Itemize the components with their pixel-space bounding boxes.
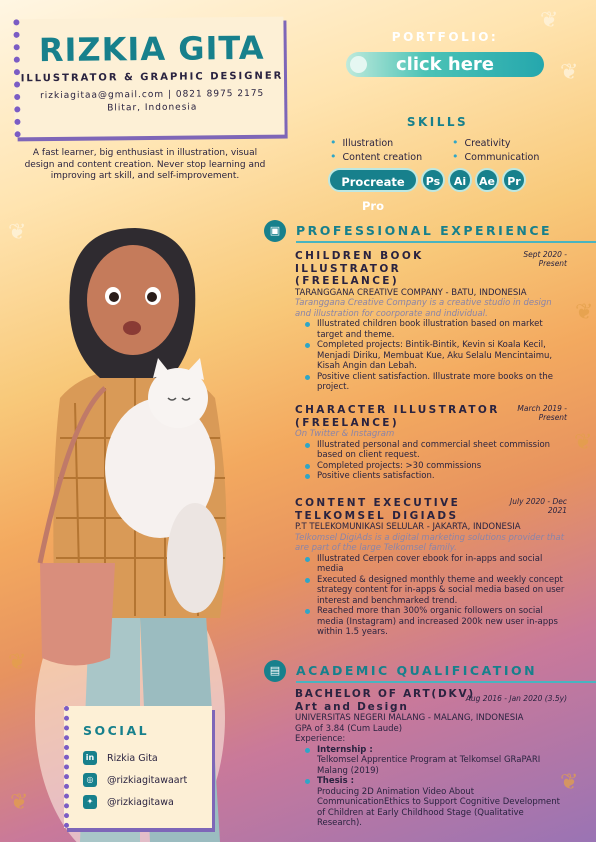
divider (296, 241, 596, 243)
page-title: RIZKIA GITA (38, 28, 265, 70)
job-entry (295, 250, 567, 393)
leaf-decoration: ❦ (10, 790, 29, 815)
tool-badge-ai: Ai (448, 168, 472, 192)
job-title: CHARACTER ILLUSTRATOR (FREELANCE) (295, 404, 500, 429)
gpa: GPA of 3.84 (Cum Laude) (295, 723, 403, 734)
education-entry (295, 688, 567, 829)
list-item: Illustrated Cerpen cover ebook for in-apps and social media (305, 554, 567, 575)
social-label: Rizkia Gita (107, 752, 158, 764)
education-date: Aug 2016 - Jan 2020 (3.5y) (465, 694, 567, 703)
job-company: P.T TELEKOMUNIKASI SELULAR - JAKARTA, INDONESIA (295, 522, 521, 532)
briefcase-icon: ▣ (264, 220, 286, 242)
leaf-decoration: ❦ (574, 430, 593, 455)
leaf-decoration: ❦ (560, 60, 579, 85)
list-item: Illustrated children book illustration based on market target and theme. (305, 319, 567, 340)
degree: BACHELOR OF ART(DKV) (295, 688, 476, 700)
leaf-decoration: ❦ (8, 650, 27, 675)
list-item: Completed projects: >30 commissions (305, 461, 567, 472)
tool-badge-ps: Ps (421, 168, 445, 192)
button-dot-icon (350, 56, 367, 73)
job-points (305, 440, 567, 482)
thesis-text: Producing 2D Animation Video About CommunicationEthics to Support Cognitive Development of Children at Early Childhood Stage (Qualitative Research). (317, 786, 560, 828)
job-title: CONTENT EXECUTIVE TELKOMSEL DIGIADS (295, 497, 461, 522)
portfolio-button-label: click here (395, 54, 495, 75)
social-card (64, 706, 212, 828)
portfolio-title: PORTFOLIO: (391, 30, 499, 44)
job-date: July 2020 - Dec 2021 (510, 497, 567, 515)
list-item: Reached more than 300% organic followers on social media (Instagram) and increased 200k new user in-apps within 1.5 years. (305, 606, 567, 638)
job-points (305, 319, 567, 393)
list-item: Completed projects: Bintik-Bintik, Kevin si Koala Kecil, Menjadi Diriku, Membuat Kue, Aku Selalu Mencintaimu, Kisah Angin dan Lebah. (305, 340, 567, 372)
major: Art and Design (295, 700, 409, 713)
list-item: Positive client satisfaction. Illustrate more books on the project. (305, 372, 567, 393)
twitter-icon: ✦ (83, 795, 97, 809)
social-link-twitter[interactable] (83, 794, 174, 810)
social-label: @rizkiagitawaart (107, 774, 188, 786)
internship-text: Telkomsel Apprentice Program at Telkomsel GRaPARI Malang (2019) (317, 755, 541, 776)
social-link-linkedin[interactable] (83, 750, 158, 766)
leaf-decoration: ❦ (560, 770, 579, 795)
skills-list (330, 136, 560, 163)
social-title: SOCIAL (83, 723, 150, 738)
skill-item: • Communication (452, 150, 560, 163)
job-date: March 2019 - Present (517, 404, 567, 422)
divider (296, 681, 596, 683)
list-item (305, 776, 567, 829)
experience-section-header (262, 220, 596, 244)
job-description: Telkomsel DigiAds is a digital marketing solutions provider that are part of the large Telkomsel family. (295, 532, 565, 553)
list-item: Illustrated personal and commercial sheet commission based on client request. (305, 440, 567, 461)
social-link-instagram[interactable] (83, 772, 187, 788)
job-points (305, 554, 567, 638)
contact-line: rizkiagitaa@gmail.com | 0821 8975 2175 (40, 88, 265, 102)
instagram-icon: ◎ (83, 773, 97, 787)
education-section-header (262, 660, 596, 684)
header-card (13, 17, 284, 138)
thesis-label: Thesis : (317, 776, 355, 786)
skills-title: SKILLS (406, 115, 469, 129)
experience-title: PROFESSIONAL EXPERIENCE (296, 223, 553, 238)
experience-label: Experience: (295, 734, 346, 744)
contact-info (20, 88, 284, 117)
internship-label: Internship : (317, 744, 373, 755)
skill-item: • Content creation (330, 150, 452, 163)
skill-item: • Illustration (330, 136, 452, 149)
list-item: Executed & designed monthly theme and weekly concept strategy content for in-apps & social media based on user interest and benchmarked trend. (305, 575, 567, 607)
job-company: TARANGGANA CREATIVE COMPANY - BATU, INDONESIA (295, 287, 527, 298)
list-item: Positive clients satisfaction. (305, 471, 567, 482)
job-entry (295, 404, 567, 482)
job-title: CHILDREN BOOK ILLUSTRATOR (FREELANCE) (295, 250, 424, 287)
skill-item: • Creativity (452, 136, 560, 149)
tool-badge-pr: Pr (502, 168, 526, 192)
intro-text: A fast learner, big enthusiast in illustration, visual design and content creation. Never stop learning and improving art skill, and self-improvement. (24, 148, 266, 181)
portfolio-link-button[interactable] (346, 52, 544, 77)
list-item (305, 745, 567, 777)
tool-badge-ae: Ae (475, 168, 499, 192)
leaf-decoration: ❦ (8, 220, 27, 245)
job-entry (295, 497, 567, 638)
job-description: On Twitter & Instagram (295, 429, 395, 439)
software-tools (328, 168, 526, 213)
leaf-decoration: ❦ (540, 8, 559, 33)
education-points (305, 745, 567, 829)
book-icon: ▤ (264, 660, 286, 682)
education-title: ACADEMIC QUALIFICATION (296, 663, 538, 678)
job-date: Sept 2020 - Present (523, 250, 567, 268)
tool-badge-procreate: Procreate Pro (328, 168, 418, 192)
job-role: ILLUSTRATOR & GRAPHIC DESIGNER (20, 70, 284, 85)
school: UNIVERSITAS NEGERI MALANG - MALANG, INDONESIA (295, 713, 524, 723)
social-label: @rizkiagitawa (107, 796, 174, 808)
location: Blitar, Indonesia (107, 102, 198, 114)
linkedin-icon: in (83, 751, 97, 765)
job-description: Taranggana Creative Company is a creative studio in design and illustration for coorporate and individual. (295, 298, 552, 319)
leaf-decoration: ❦ (575, 300, 594, 325)
